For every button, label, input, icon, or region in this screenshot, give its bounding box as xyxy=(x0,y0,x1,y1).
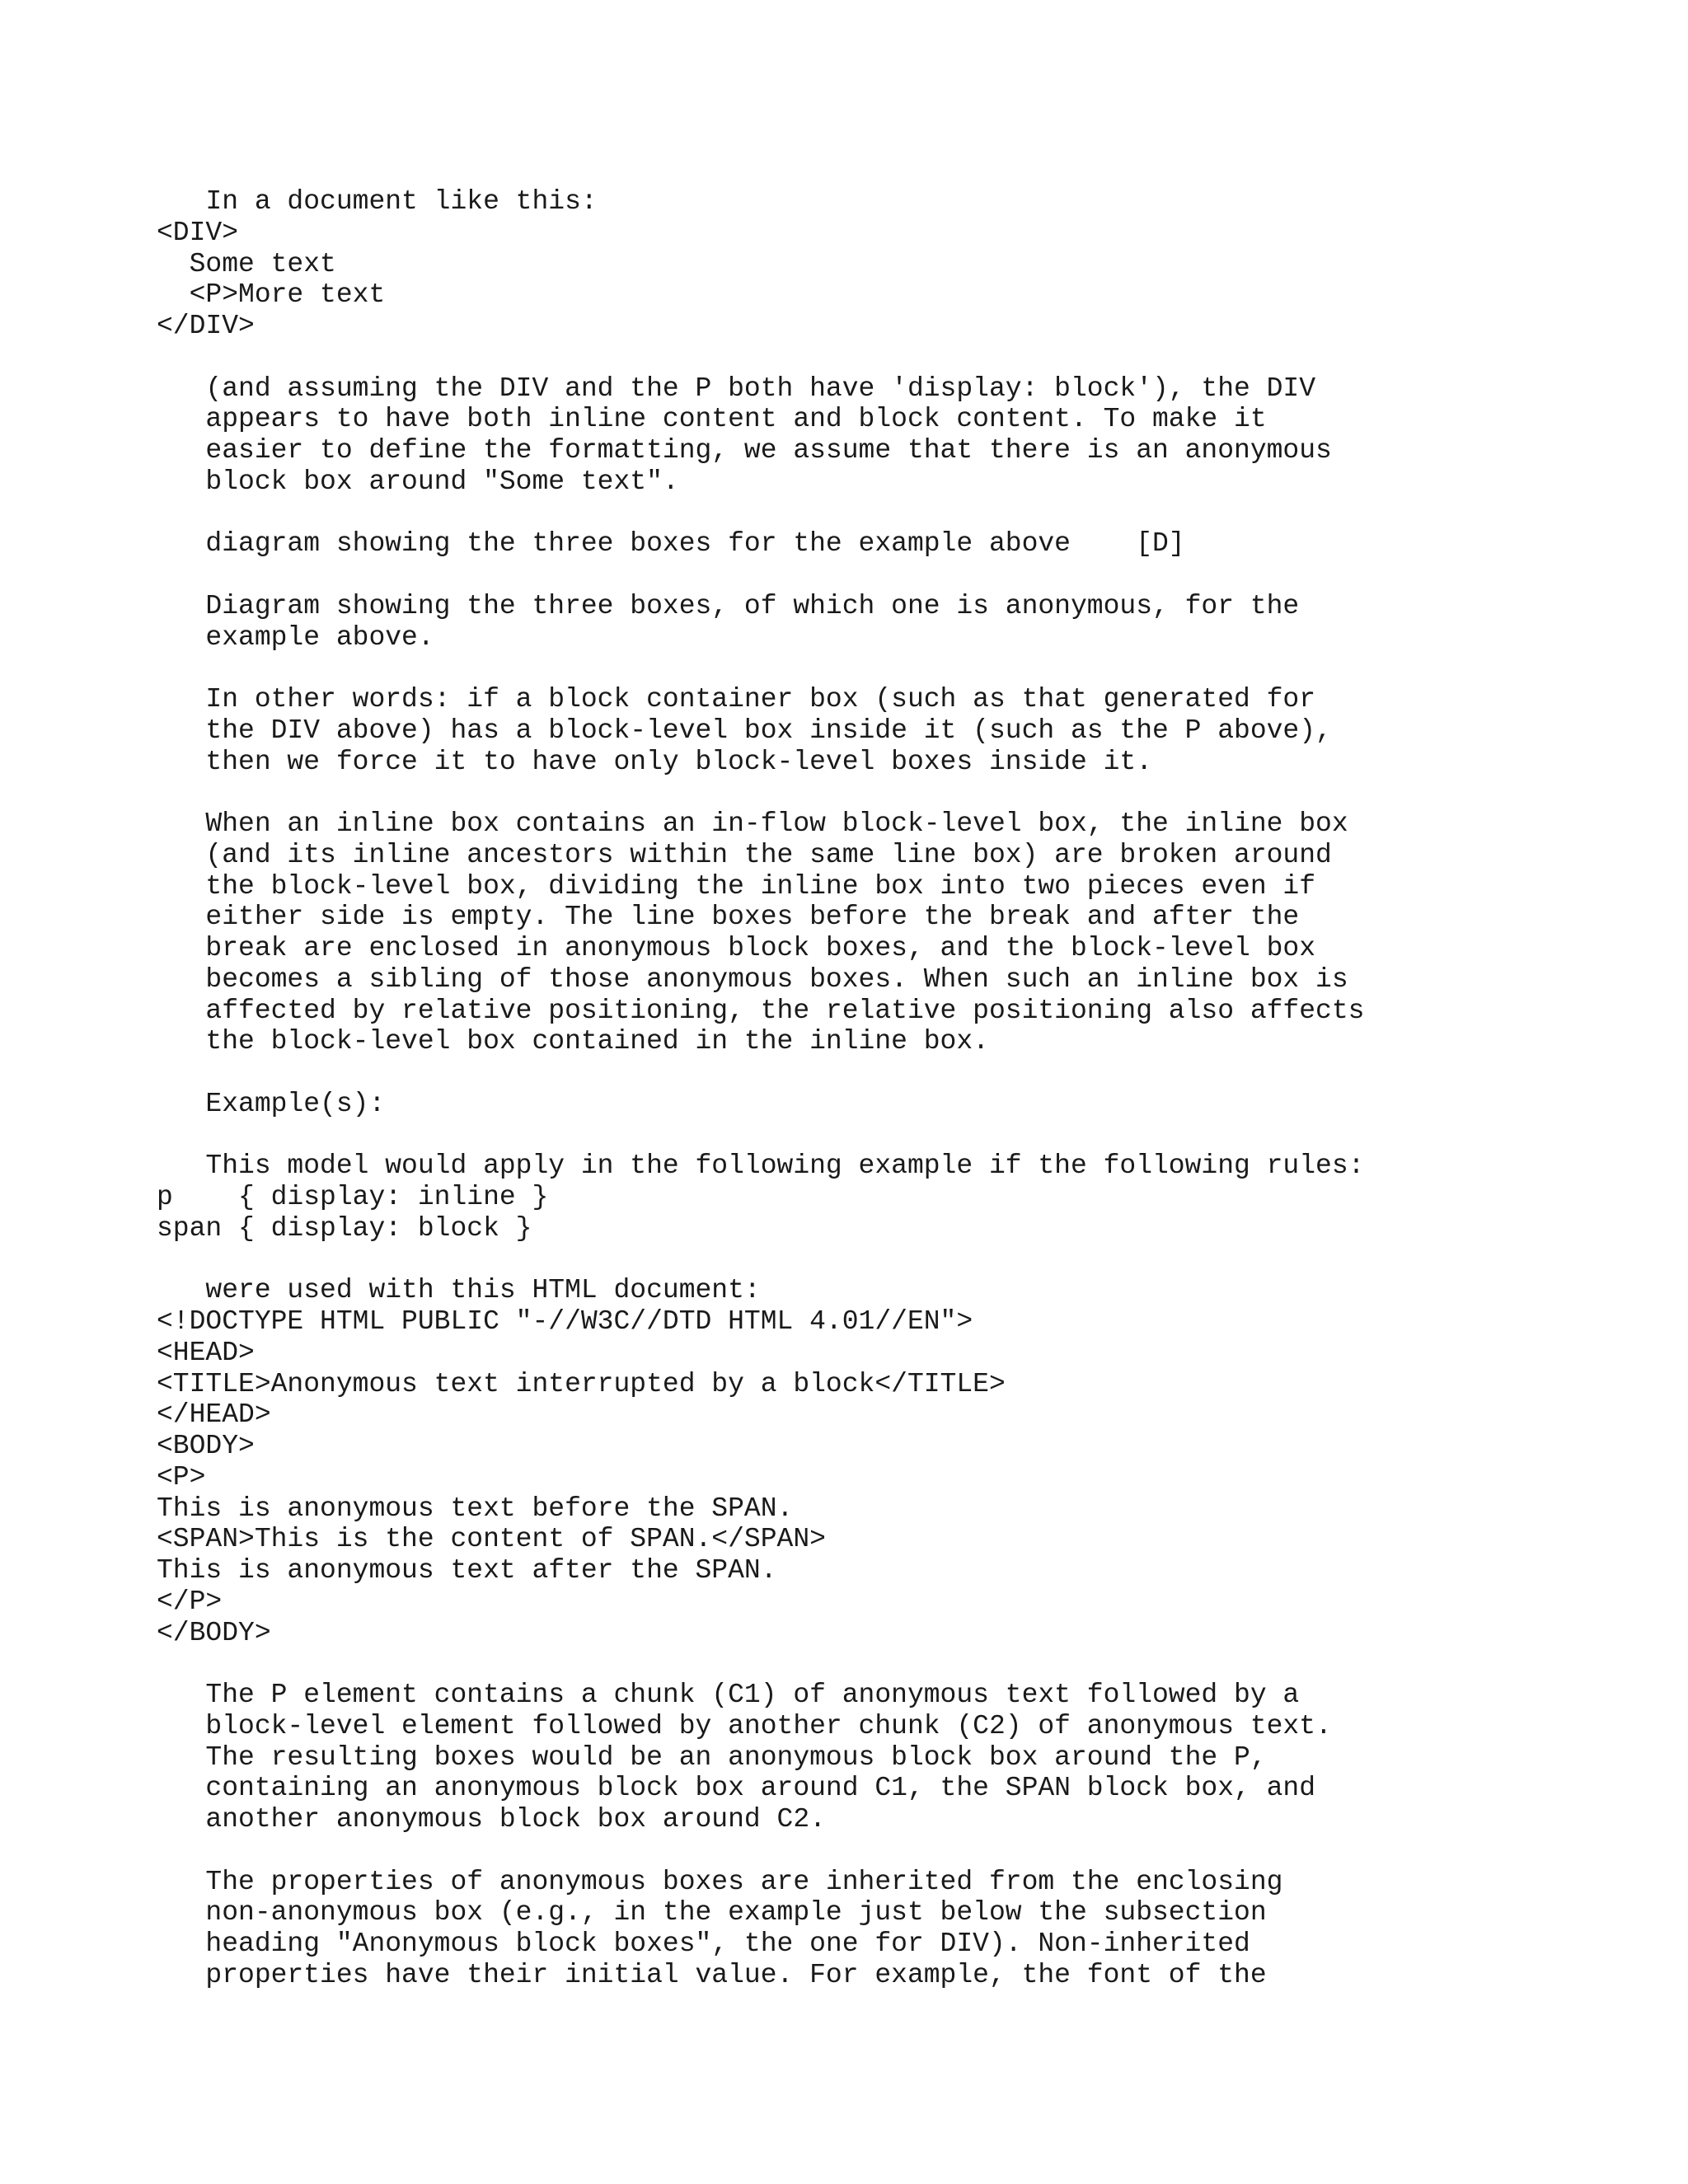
text-line xyxy=(157,498,1640,529)
text-line: were used with this HTML document: xyxy=(157,1275,761,1306)
text-line: (and assuming the DIV and the P both have 'display: block'), the DIV xyxy=(157,373,1316,404)
text-line: </P> xyxy=(157,1586,223,1617)
text-line: When an inline box contains an in-flow block-level box, the inline box xyxy=(157,808,1348,839)
document-page xyxy=(157,186,1640,1991)
text-line: <DIV> xyxy=(157,217,239,248)
text-line: In a document like this: xyxy=(157,186,598,217)
text-line xyxy=(157,1835,1640,1867)
text-line: span { display: block } xyxy=(157,1212,532,1244)
text-line: </DIV> xyxy=(157,311,255,341)
text-line xyxy=(157,560,1640,591)
text-line: Some text xyxy=(157,248,336,279)
text-line xyxy=(157,653,1640,684)
text-line: the DIV above) has a block-level box inside it (such as the P above), xyxy=(157,715,1332,746)
text-line: non-anonymous box (e.g., in the example just below the subsection xyxy=(157,1897,1267,1929)
text-line xyxy=(157,777,1640,808)
text-line: block box around "Some text". xyxy=(157,466,679,497)
text-line: the block-level box, dividing the inline box into two pieces even if xyxy=(157,870,1316,902)
text-line: diagram showing the three boxes for the example above [D] xyxy=(157,528,1185,560)
text-line: <!DOCTYPE HTML PUBLIC "-//W3C//DTD HTML 4.01//EN"> xyxy=(157,1306,973,1337)
text-line: Diagram showing the three boxes, of which one is anonymous, for the xyxy=(157,590,1300,621)
text-line xyxy=(157,1057,1640,1089)
text-line: break are enclosed in anonymous block boxes, and the block-level box xyxy=(157,933,1316,963)
text-line: The resulting boxes would be an anonymous block box around the P, xyxy=(157,1741,1267,1773)
text-line: the block-level box contained in the inline box. xyxy=(157,1026,989,1057)
text-line: block-level element followed by another chunk (C2) of anonymous text. xyxy=(157,1710,1332,1741)
text-line: (and its inline ancestors within the same line box) are broken around xyxy=(157,839,1332,870)
text-line xyxy=(157,1244,1640,1276)
text-line: This model would apply in the following example if the following rules: xyxy=(157,1151,1365,1182)
text-line: affected by relative positioning, the relative positioning also affects xyxy=(157,995,1365,1026)
text-line: containing an anonymous block box around C1, the SPAN block box, and xyxy=(157,1773,1316,1804)
text-line: <SPAN>This is the content of SPAN.</SPAN> xyxy=(157,1524,826,1555)
text-line: <BODY> xyxy=(157,1431,255,1461)
text-line xyxy=(157,1648,1640,1680)
text-line: This is anonymous text after the SPAN. xyxy=(157,1555,777,1586)
text-line: <P> xyxy=(157,1461,206,1493)
text-line: </BODY> xyxy=(157,1617,271,1648)
text-line: </HEAD> xyxy=(157,1399,271,1431)
text-line: p { display: inline } xyxy=(157,1182,549,1212)
text-line: Example(s): xyxy=(157,1088,386,1119)
text-line xyxy=(157,1120,1640,1151)
text-line: <HEAD> xyxy=(157,1337,255,1368)
text-line: either side is empty. The line boxes before the break and after the xyxy=(157,902,1300,933)
text-line: In other words: if a block container box (such as that generated for xyxy=(157,684,1316,715)
text-line xyxy=(157,342,1640,373)
text-line: This is anonymous text before the SPAN. xyxy=(157,1493,794,1524)
text-line: heading "Anonymous block boxes", the one for DIV). Non-inherited xyxy=(157,1929,1250,1959)
text-line: The P element contains a chunk (C1) of anonymous text followed by a xyxy=(157,1680,1300,1710)
text-line: <TITLE>Anonymous text interrupted by a block</TITLE> xyxy=(157,1368,1006,1399)
text-line: <P>More text xyxy=(157,279,386,311)
text-line: example above. xyxy=(157,621,434,653)
text-line: then we force it to have only block-level boxes inside it. xyxy=(157,746,1152,777)
text-line: becomes a sibling of those anonymous boxes. When such an inline box is xyxy=(157,963,1348,995)
text-line: appears to have both inline content and block content. To make it xyxy=(157,404,1267,435)
text-line: easier to define the formatting, we assume that there is an anonymous xyxy=(157,435,1332,466)
text-line: The properties of anonymous boxes are inherited from the enclosing xyxy=(157,1866,1283,1897)
text-line: another anonymous block box around C2. xyxy=(157,1804,826,1835)
text-line: properties have their initial value. For example, the font of the xyxy=(157,1959,1267,1990)
